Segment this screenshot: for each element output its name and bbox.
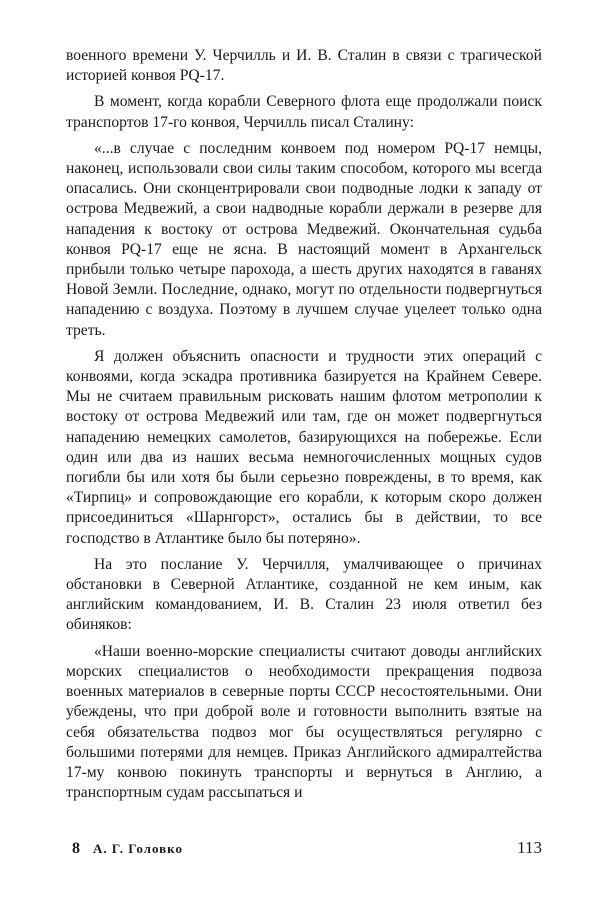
- printer-signature: [72, 840, 183, 858]
- paragraph-5: На это послание У. Черчилля, умалчивающее о причинах обстановки в Северной Атлантике, созданной не кем иным, как английским командованием, И. В. Сталин 23 июля ответил без обиняков:: [66, 555, 542, 634]
- paragraph-1: военного времени У. Черчилль и И. В. Сталин в связи с трагической историей конвоя PQ-17.: [66, 47, 542, 85]
- paragraph-2: В момент, когда корабли Северного флота еще продолжали поиск транспортов 17-го конвоя, Черчилль писал Сталину:: [66, 93, 542, 131]
- paragraph-3-quote: «...в случае с последним конвоем под номером PQ-17 немцы, наконец, использовали свои силы таким способом, которого мы всегда опасались. Они сконцентрировали свои подводные лодки к западу от острова Медвежий, а свои надводные корабли держали в резерве для нападения к востоку от острова Медвежий. Окончательная судьба конвоя PQ-17 еще не ясна. В настоящий момент в Архангельск прибыли только четыре парохода, а шесть других находятся в гаванях Новой Земли. Последние, однако, могут по отдельности подвергнуться нападению с воздуха. Поэтому в лучшем случае уцелеет только одна треть.: [66, 139, 542, 339]
- signature-author: А. Г. Головко: [93, 841, 183, 856]
- paragraph-4-quote: Я должен объяснить опасности и трудности этих операций с конвоями, когда эскадра противника базируется на Крайнем Севере. Мы не считаем правильным рисковать нашим флотом метрополии к востоку от острова Медвежий или там, где он может подвергнуться нападению немецких самолетов, базирующихся на побережье. Если один или два из наших весьма немногочисленных мощных судов погибли бы или хотя бы были серьезно повреждены, в то время, как «Тирпиц» и сопровождающие его корабли, к которым скоро должен присоединиться «Шарнгорст», остались бы в действии, то все господство в Атлантике было бы потеряно».: [66, 347, 542, 547]
- signature-number: 8: [72, 840, 81, 857]
- paragraph-6-quote: «Наши военно-морские специалисты считают доводы английских морских специалистов о необходимости прекращения подвоза военных материалов в северные порты СССР несостоятельными. Они убеждены, что при доброй воле и готовности выполнить взятые на себя обязательства подвоз мог бы осуществляться регулярно с большими потерями для немцев. Приказ Английского адмиралтейства 17-му конвою покинуть транспорты и вернуться в Англию, а транспортным судам рассыпаться и: [66, 642, 542, 802]
- page-body: [66, 46, 542, 803]
- page-number: 113: [517, 838, 542, 857]
